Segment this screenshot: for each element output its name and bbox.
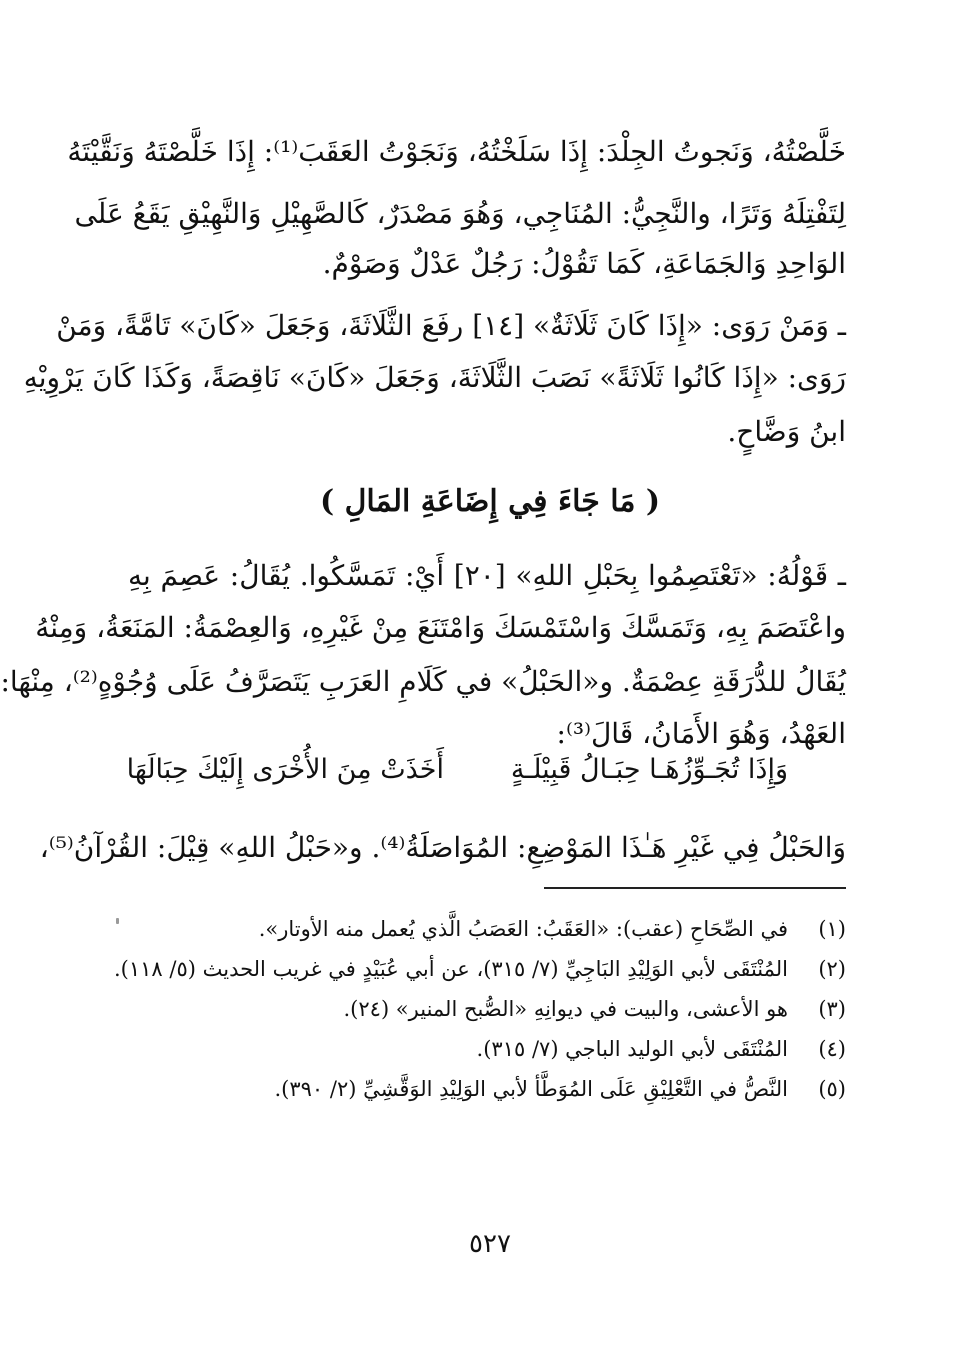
paper-speck [116,918,119,924]
footnote-text: النَّصُّ في التَّعْلِيْقِ عَلَى المُوَطَّأ لأبي الوَلِيْدِ الوَقَّشِيِّ (٢/ ٣٩٠). [274,1077,788,1101]
body-line: ـ وَمَنْ رَوَى: «إِذَا كَانَ ثَلَاثَةٌ» [١٤] رفَعَ الثَّلَاثَةَ، وَجَعَلَ «كَانَ» تَامَّةً، وَمَنْ [56,309,846,342]
verse-second-hemistich: أَخَذَتْ مِنَ الأُخْرَى إِلَيْكَ حِبَالَهَا [126,754,444,785]
body-line: وَالحَبْلُ فِي غَيْرِ هَـٰذَا المَوْضِعِ: المُوَاصَلَةُ⁽⁴⁾. و«حَبْلُ اللهِ» قِيْلَ: القُرْآنُ⁽⁵⁾، [39,831,846,864]
body-line: يُقَالُ للدُّرَقَةِ عِصْمَةٌ. و«الحَبْلُ» في كَلَامِ العَرَبِ يَتَصَرَّفُ عَلَى وُجُوْهٍ⁽²⁾، مِنْهَا: [0,665,846,698]
footnote-number: (١) [818,917,846,941]
body-line: ابنُ وَضَّاحٍ. [727,415,846,448]
footnote [128,910,846,948]
footnote-number: (٢) [818,957,846,981]
footnote [128,1030,846,1068]
verse-first-hemistich: وَإِذَا تُجَـوِّزُهَـا حِبَـالُ قَبِيْلَـةٍ [510,754,788,785]
body-line: ـ قَوْلُهُ: «تَعْتَصِمُوا بِحَبْلِ اللهِ» [٢٠] أَيْ: تَمَسَّكُوا. يُقَالُ: عَصِمَ بِهِ [128,559,846,592]
footnote-number: (٣) [818,997,846,1021]
body-line: خَلَّصْتُهُ، وَنَجوتُ الجِلْدَ: إِذَا سَلَخْتُهُ، وَنَجَوْتُ العَقَبَ⁽¹⁾: إِذَا خَلَّصْتَهُ وَنَقَّيْتَهُ [67,135,846,168]
footnote-text: هو الأعشى، والبيت في ديوانِهِ «الصُّبح المنير» (٢٤). [343,997,788,1021]
section-heading: ( مَا جَاءَ فِي إِضَاعَةِ المَالِ ) [319,484,661,519]
footnote-text: في الصِّحَاحِ (عقب): «العَقَبُ: العَصَبُ الَّذي يُعمل منه الأوتار». [258,917,788,941]
body-line: لِتَفْتِلَهُ وَتَرًا، والنَّجِيُّ: المُنَاجِي، وَهُوَ مَصْدَرٌ، كَالصَّهِيْلِ وَالنَّهِيْقِ يَقَعُ عَلَى [74,197,846,230]
body-line: الوَاحِدِ وَالجَمَاعَةِ، كَمَا تَقُوْلُ: رَجُلٌ عَدْلٌ وَصَوْمٌ. [322,247,846,280]
page-number: ٥٢٧ [469,1229,511,1259]
footnote [128,990,846,1028]
footnote [113,950,846,988]
footnote-text: المُنْتَقَى لأبي الوَلِيْدِ البَاجِيِّ (٧/ ٣١٥)، عن أبي عُبَيْدٍ في غريب الحديث (٥/ ١١٨). [113,957,788,981]
footnote [128,1070,846,1108]
body-line: واعْتَصَمَ بِهِ، وَتَمَسَّكَ وَاسْتَمْسَكَ وَامْتَنَعَ مِنْ غَيْرِهِ، وَالعِصْمَةُ: المَنَعَةُ، وَمِنْهُ [35,611,846,644]
footnote-number: (٤) [818,1037,846,1061]
body-line: العَهْدُ، وَهُوَ الأَمَانُ، قَالَ⁽³⁾: [556,717,846,750]
body-line: رَوَى: «إِذَا كَانُوا ثَلَاثَةً» نَصَبَ الثَّلَاثَةَ، وَجَعَلَ «كَانَ» نَاقِصَةً، وَكَذَا كَانَ يَرْوِيْهِ [23,361,846,394]
footnote-number: (٥) [818,1077,846,1101]
footnote-separator [544,887,846,889]
footnote-text: المُنْتَقَى لأبي الوليد الباجي (٧/ ٣١٥). [476,1037,788,1061]
